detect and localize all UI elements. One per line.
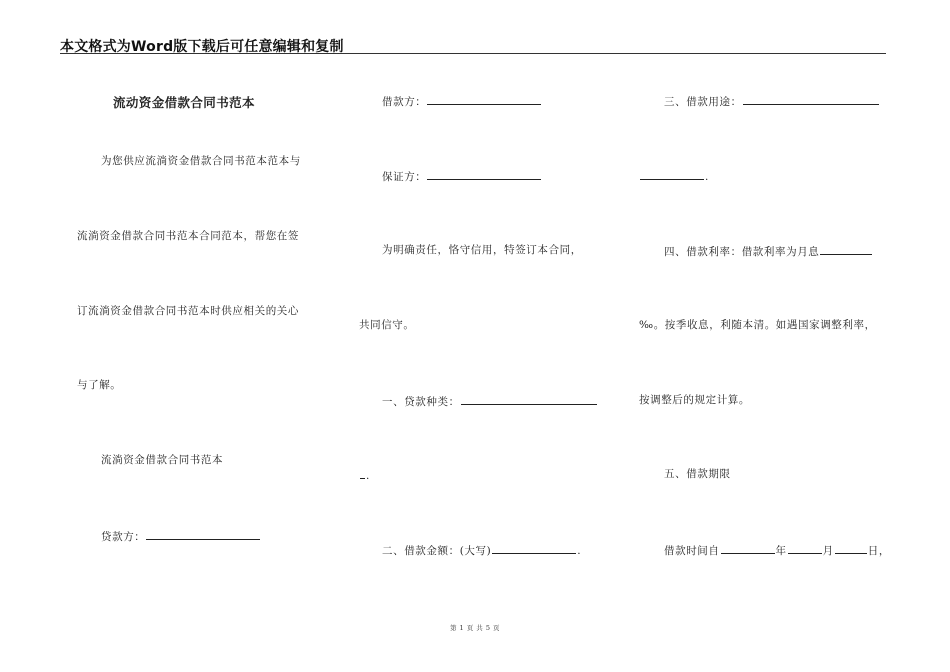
borrower-field (382, 93, 542, 109)
preamble-line-2: 共同信守。 (359, 319, 415, 331)
month-blank (788, 542, 822, 554)
contract-subtitle: 流淌资金借款合同书范本 (101, 454, 224, 466)
loan-purpose-label: 三、借款用途： (664, 96, 742, 108)
year-blank (721, 542, 775, 554)
intro-line-2: 流淌资金借款合同书范本合同范本，帮您在签 (77, 230, 299, 242)
month-label: 月 (822, 545, 834, 557)
loan-term-heading: 五、借款期限 (664, 468, 731, 480)
guarantor-field (382, 168, 542, 184)
intro-line-4: 与了解。 (77, 379, 122, 391)
interest-line-2: 按调整后的规定计算。 (639, 394, 750, 406)
loan-term-from-label: 借款时间自 (664, 545, 720, 557)
loan-type-blank (461, 393, 597, 405)
intro-line-1: 为您供应流淌资金借款合同书范本范本与 (101, 155, 301, 167)
loan-type-field (382, 393, 598, 409)
loan-type-period: . (366, 470, 370, 482)
lender-label: 贷款方： (101, 531, 146, 543)
loan-type-continuation-blank (360, 467, 365, 479)
loan-purpose-field (664, 93, 880, 109)
lender-field (101, 528, 261, 544)
lender-blank (146, 528, 260, 540)
loan-type-continuation (359, 467, 370, 483)
document-header: 本文格式为Word版下载后可任意编辑和复制 (60, 39, 344, 55)
loan-amount-label: 二、借款金额：(大写) (382, 545, 492, 557)
loan-purpose-continuation (639, 168, 709, 184)
page-number: 第 1 页 共 5 页 (449, 624, 501, 632)
day-label: 日， (867, 545, 890, 557)
header-divider (60, 53, 886, 54)
preamble-line-1: 为明确责任，恪守信用，特签订本合同， (382, 244, 582, 256)
loan-purpose-blank (743, 93, 879, 105)
loan-amount-field (382, 542, 581, 558)
interest-line-1: ‰。按季收息，利随本清。如遇国家调整利率， (639, 319, 876, 331)
borrower-label: 借款方： (382, 96, 427, 108)
loan-term-field (664, 542, 890, 558)
document-title: 流动资金借款合同书范本 (113, 95, 255, 110)
interest-rate-blank (820, 243, 872, 255)
day-blank (835, 542, 867, 554)
borrower-blank (427, 93, 541, 105)
interest-rate-field (664, 243, 873, 259)
year-label: 年 (775, 545, 787, 557)
guarantor-blank (427, 168, 541, 180)
loan-type-label: 一、贷款种类： (382, 396, 460, 408)
interest-rate-label: 四、借款利率：借款利率为月息 (664, 246, 820, 258)
loan-amount-period: . (577, 545, 582, 557)
loan-amount-blank (492, 542, 576, 554)
intro-line-3: 订流淌资金借款合同书范本时供应相关的关心 (77, 305, 299, 317)
guarantor-label: 保证方： (382, 171, 427, 183)
loan-purpose-period: . (705, 171, 709, 183)
loan-purpose-continuation-blank (640, 168, 704, 180)
